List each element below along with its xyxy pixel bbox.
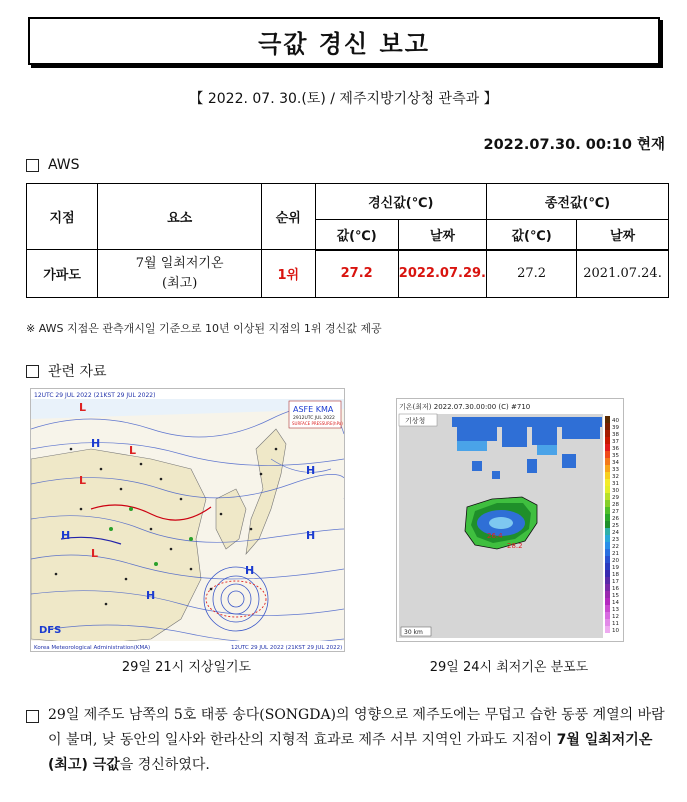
legend-label: 20 — [612, 558, 619, 564]
surface-weather-map — [30, 388, 345, 652]
checkbox-square-icon — [26, 710, 39, 723]
legend-swatch — [605, 591, 610, 598]
legend-label: 24 — [612, 530, 619, 536]
legend-swatch — [605, 549, 610, 556]
weather-map-figure — [31, 389, 344, 651]
legend-swatch — [605, 423, 610, 430]
map-header-left: 12UTC 29 JUL 2022 (21KST 29 JUL 2022) — [34, 392, 156, 399]
aws-section-heading — [26, 157, 80, 173]
summary-text-bold: 7월 일최저기온(최고) 극값 — [48, 732, 653, 773]
temp-map-figure — [397, 399, 623, 641]
header-new-value: 값(℃) — [315, 220, 398, 250]
related-section-label: 관련 자료 — [48, 364, 107, 380]
map-logo-line1: ASFE KMA — [293, 405, 334, 414]
temp-value-label-1: 26.4 — [487, 532, 503, 540]
temp-map-caption: 29일 24시 최저기온 분포도 — [429, 660, 589, 675]
report-datetime: 2022.07.30. 00:10 현재 — [483, 137, 665, 153]
legend-swatch — [605, 500, 610, 507]
legend-swatch — [605, 514, 610, 521]
legend-swatch — [605, 430, 610, 437]
cell-prev-date: 2021.07.24. — [577, 250, 669, 298]
legend-swatch — [605, 535, 610, 542]
legend-label: 30 — [612, 488, 619, 494]
legend-swatch — [605, 570, 610, 577]
legend-label: 33 — [612, 467, 619, 473]
legend-label: 37 — [612, 439, 619, 445]
cell-rank: 1위 — [262, 250, 315, 298]
legend-swatch — [605, 563, 610, 570]
legend-label: 32 — [612, 474, 619, 480]
svg-text:L: L — [91, 547, 99, 560]
legend-label: 28 — [612, 502, 619, 508]
temp-map-agency: 기상청 — [405, 417, 426, 425]
temp-value-label-2: 28.2 — [507, 542, 523, 550]
legend-swatch — [605, 528, 610, 535]
legend-swatch — [605, 416, 610, 423]
report-subtitle: 【 2022. 07. 30.(토) / 제주지방기상청 관측과 】 — [189, 91, 498, 107]
legend-swatch — [605, 479, 610, 486]
legend-label: 16 — [612, 586, 619, 592]
svg-text:H: H — [61, 529, 71, 542]
legend-swatch — [605, 444, 610, 451]
header-new-value-group: 경신값(℃) — [315, 184, 486, 220]
legend-label: 12 — [612, 614, 619, 620]
cell-element — [98, 250, 262, 298]
svg-text:H: H — [306, 529, 316, 542]
related-section-heading — [26, 361, 107, 381]
table-row — [27, 250, 669, 298]
legend-label: 39 — [612, 425, 619, 431]
svg-text:L: L — [129, 444, 137, 457]
map-footer-left: Korea Meteorological Administration(KMA) — [34, 645, 151, 651]
legend-label: 18 — [612, 572, 619, 578]
legend-label: 17 — [612, 579, 619, 585]
legend-swatch — [605, 612, 610, 619]
svg-text:H: H — [146, 589, 156, 602]
checkbox-square-icon — [26, 159, 39, 172]
temp-map-header: 기온(최저) 2022.07.30.00:00 (C) #710 — [399, 403, 531, 411]
legend-swatch — [605, 458, 610, 465]
header-prev-value-group: 종전값(℃) — [486, 184, 668, 220]
legend-label: 10 — [612, 628, 619, 634]
header-element: 요소 — [98, 184, 262, 250]
legend-swatch — [605, 605, 610, 612]
cell-new-date: 2022.07.29. — [398, 250, 486, 298]
header-new-date: 날짜 — [398, 220, 486, 250]
header-rank: 순위 — [262, 184, 315, 250]
svg-text:H: H — [91, 437, 101, 450]
legend-label: 35 — [612, 453, 619, 459]
legend-swatch — [605, 626, 610, 633]
legend-swatch — [605, 451, 610, 458]
legend-label: 40 — [612, 418, 619, 424]
header-prev-date: 날짜 — [577, 220, 669, 250]
record-table — [26, 183, 669, 298]
cell-element-line1: 7월 일최저기온 — [135, 255, 224, 271]
legend-swatch — [605, 507, 610, 514]
legend-label: 13 — [612, 607, 619, 613]
summary-text-after: 을 경신하였다. — [119, 757, 210, 773]
temp-legend — [605, 416, 619, 634]
svg-text:H: H — [306, 464, 316, 477]
svg-text:L: L — [79, 474, 87, 487]
legend-label: 11 — [612, 621, 619, 627]
checkbox-square-icon — [26, 365, 39, 378]
legend-swatch — [605, 493, 610, 500]
legend-swatch — [605, 556, 610, 563]
weather-map-caption: 29일 21시 지상일기도 — [121, 660, 252, 675]
legend-label: 21 — [612, 551, 619, 557]
legend-swatch — [605, 472, 610, 479]
legend-label: 14 — [612, 600, 619, 606]
summary-text — [48, 703, 666, 778]
legend-swatch — [605, 465, 610, 472]
legend-swatch — [605, 619, 610, 626]
legend-label: 34 — [612, 460, 619, 466]
cell-element-line2: (최고) — [162, 275, 198, 291]
temp-map-scale-bar: 30 km — [404, 629, 423, 636]
legend-label: 25 — [612, 523, 619, 529]
legend-swatch — [605, 584, 610, 591]
legend-swatch — [605, 542, 610, 549]
legend-label: 36 — [612, 446, 619, 452]
header-prev-value: 값(℃) — [486, 220, 576, 250]
legend-swatch — [605, 577, 610, 584]
summary-text-before: 29일 제주도 남쪽의 5호 태풍 송다(SONGDA)의 영향으로 제주도에는 무덥고 습한 동풍 계열의 바람이 불며, 낮 동안의 일사와 한라산의 지형적 효과로 제주 서부 지역인 가파도 지점이 — [48, 707, 665, 748]
map-footer-right: 12UTC 29 JUL 2022 (21KST 29 JUL 2022) — [231, 645, 343, 651]
legend-label: 15 — [612, 593, 619, 599]
legend-swatch — [605, 521, 610, 528]
report-title: 극값 경신 보고 — [28, 17, 660, 65]
legend-label: 26 — [612, 516, 619, 522]
cell-new-value: 27.2 — [315, 250, 398, 298]
legend-label: 22 — [612, 544, 619, 550]
legend-label: 19 — [612, 565, 619, 571]
cell-station: 가파도 — [27, 250, 98, 298]
svg-text:H: H — [245, 564, 255, 577]
legend-swatch — [605, 486, 610, 493]
legend-swatch — [605, 437, 610, 444]
legend-label: 23 — [612, 537, 619, 543]
map-dfs-label: DFS — [39, 625, 62, 636]
legend-label: 38 — [612, 432, 619, 438]
svg-text:L: L — [79, 401, 87, 414]
aws-section-label: AWS — [48, 157, 80, 173]
header-station: 지점 — [27, 184, 98, 250]
summary-paragraph — [26, 703, 666, 778]
legend-label: 29 — [612, 495, 619, 501]
min-temp-map — [396, 398, 624, 642]
map-logo-line2: 2912UTC JUL 2022 — [293, 416, 335, 421]
legend-label: 31 — [612, 481, 619, 487]
legend-label: 27 — [612, 509, 619, 515]
map-logo-line3: SURFACE PRESSURE(hPa) — [292, 421, 343, 426]
cell-prev-value: 27.2 — [486, 250, 576, 298]
legend-swatch — [605, 598, 610, 605]
aws-note: ※ AWS 지점은 관측개시일 기준으로 10년 이상된 지점의 1위 경신값 제공 — [26, 322, 382, 335]
